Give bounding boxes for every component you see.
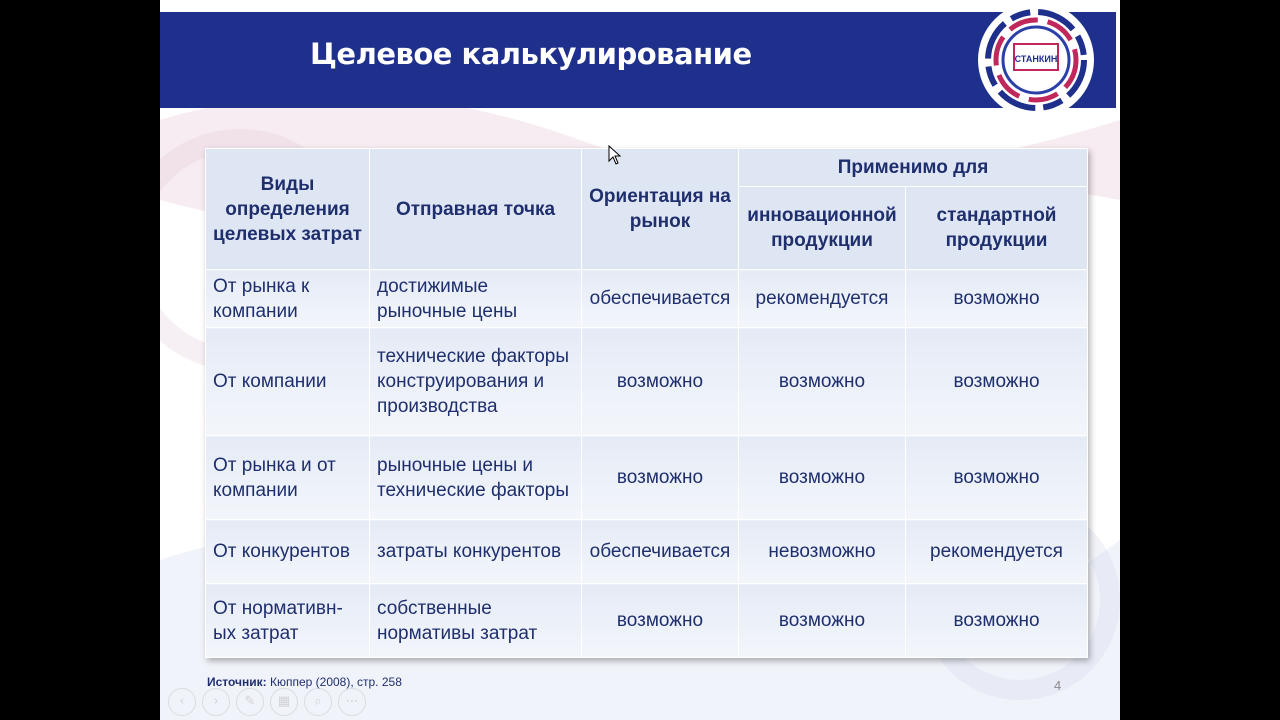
more-icon[interactable]: ⋯ [338,688,366,716]
cell-start: достижимые рыночные цены [370,270,582,328]
header-starting-point: Отправная точка [370,149,582,270]
header-innovative: инновационной продукции [739,187,906,270]
cell-type: От компании [206,328,370,436]
cell-start: рыночные цены и технические факторы [370,436,582,520]
target-costing-table [205,148,1088,658]
cell-innov: рекомендуется [739,270,906,328]
source-text: Кюппер (2008), стр. 258 [266,675,402,689]
table-row [206,584,1088,658]
play-icon[interactable]: › [202,688,230,716]
header-standard: стандартной продукции [906,187,1088,270]
cell-innov: возможно [739,436,906,520]
slide-title: Целевое калькулирование [310,37,752,71]
header-market-orientation: Ориентация на рынок [582,149,739,270]
source-note [207,675,402,689]
header-applicable-for: Применимо для [739,149,1088,187]
cell-std: возможно [906,270,1088,328]
table-row [206,270,1088,328]
cell-type: От нормативн-ых затрат [206,584,370,658]
cell-type: От рынка к компании [206,270,370,328]
slides-icon[interactable]: ▦ [270,688,298,716]
header-types: Виды определения целевых затрат [206,149,370,270]
cell-std: возможно [906,328,1088,436]
cell-type: От рынка и от компании [206,436,370,520]
table-row [206,520,1088,584]
cell-std: возможно [906,436,1088,520]
cell-market: возможно [582,328,739,436]
cell-type: От конкурентов [206,520,370,584]
cell-std: рекомендуется [906,520,1088,584]
cell-market: обеспечивается [582,520,739,584]
slide [160,0,1120,720]
cell-start: технические факторы конструирования и производства [370,328,582,436]
source-label: Источник: [207,675,267,689]
table-row [206,328,1088,436]
mouse-cursor-icon [608,145,622,165]
zoom-icon[interactable]: ⌕ [304,688,332,716]
cell-innov: возможно [739,328,906,436]
pen-icon[interactable]: ✎ [236,688,264,716]
cell-innov: возможно [739,584,906,658]
table-row [206,436,1088,520]
cell-start: затраты конкурентов [370,520,582,584]
svg-text:СТАНКИН: СТАНКИН [1014,54,1058,64]
cell-market: возможно [582,436,739,520]
university-logo [972,4,1100,114]
cell-innov: невозможно [739,520,906,584]
cell-market: обеспечивается [582,270,739,328]
cell-market: возможно [582,584,739,658]
page-number: 4 [1054,678,1062,693]
cell-std: возможно [906,584,1088,658]
cell-start: собственные нормативы затрат [370,584,582,658]
prev-icon[interactable]: ‹ [168,688,196,716]
